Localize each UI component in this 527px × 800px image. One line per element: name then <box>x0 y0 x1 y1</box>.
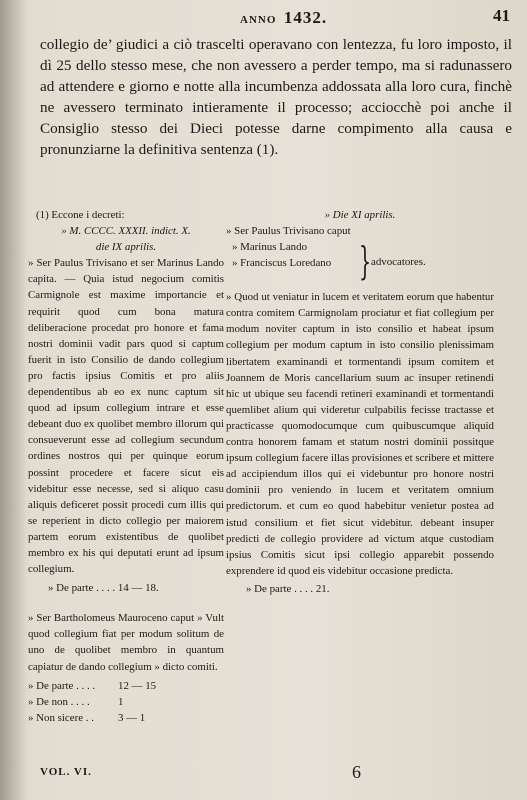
brace-label: advocatores. <box>371 256 426 269</box>
page-header <box>40 6 510 26</box>
main-text <box>40 34 512 160</box>
vote-row: » Non sicere . . 3 — 1 <box>28 711 146 724</box>
vote: » De parte . . . . 21. <box>246 582 330 595</box>
votes-2 <box>28 678 224 726</box>
volume-label: VOL. VI. <box>40 766 92 778</box>
advocatores-group <box>226 239 494 289</box>
decree-date-1: » M. CCCC. XXXII. indict. X. <box>61 225 191 238</box>
decree-2-text: » Ser Bartholomeus Mauroceno caput » Vult quod collegium fiat per modum solitum de uno de quolibet membro in quantum capiatur de dando collegium » dicto comiti. <box>28 612 224 673</box>
running-head: ANNO 1432. <box>240 8 328 27</box>
footnote-left-column <box>28 207 224 726</box>
note-intro: (1) Eccone i decreti: <box>36 209 125 221</box>
decree-text: » Quod ut veniatur in lucem et veritatem eorum que habentur contra comitem Carmignolam prociatur et fiat collegium per modum noviter captum in isto consilio et habeat ipsum collegium per modum captum in isto consilio plenissimam libertatem examinandi et tormentandi ipsum comitem et Joannem de Moris cancellarium suum ac insuper retinendi hic ut ubique seu facendi retineri examinandi et tormentandi quemlibet alium qui videretur culpabilis fecisse tractasse et practicasse quomodocumque cum quibuscumque aliquid contra honorem famam et statum nostri dominii possitque ipsum collegium facere illas provisiones et scribere et mittere ad accipiendum illos qui ei videbuntur pro honore nostri dominii pro veniendo in lucem et veritatem omnium predictorum. et cum eo quod habebitur venietur postea ad istud consilium et fiet sicut videbitur. debeant insuper predicti de collegio providere ad victum atque custodiam ipsius Comitis sicut ipsi collegio apparebit possendo exprendere id quod eis videbitur occasione predicta. <box>226 291 494 577</box>
main-paragraph: collegio de’ giudici a ciò trascelti operavano con lentezza, fu loro imposto, il dì 25 dello stesso mese, che non avessero a perder tempo, ma si radunassero ad attendere e giorno e notte alla incumbenza addossata alla loro cura, finchè ne avessero terminato intieramente il processo; acciocchè poi anche il Consiglio stesso dei Dieci potesse darne compimento alla causa e pronunziarne la definitiva sentenza (1). <box>40 36 512 158</box>
signature-mark: 6 <box>352 762 361 782</box>
page-number: 41 <box>493 6 510 25</box>
name-line: » Marinus Lando <box>232 241 308 254</box>
vote-row: » De non . . . . 1 <box>28 695 124 708</box>
decree-date-2: die IX aprilis. <box>95 241 157 254</box>
footnote-right-column <box>226 207 494 597</box>
name-line: » Franciscus Loredano <box>232 257 332 270</box>
caput-line: » Ser Paulus Trivisano caput <box>226 225 351 238</box>
vote-row: » De parte . . . . 12 — 15 <box>28 679 157 692</box>
decree-1-text: » Ser Paulus Trivisano et ser Marinus Lando capita. — Quia istud negocium comitis Carmignole est maxime importancie et requirit quod cum bona matura deliberacione procedat pro honore et fama nostri dominii vadit pars quod si captum fuerit in isto Consilio de dando collegium pro factis ipsius Comitis et pro aliis dependentibus ab eo ex nunc captum sit quod ad ipsum collegium intrare et esse debeant duo ex quolibet membro illorum qui consueverunt esse ad collegium secundum ordines nostros qui per quinque eorum possint procedere et facere sicut eis videbitur esse necesse, sed si aliquo casu aliquis deficeret possit procedi cum illis qui se reperient in dicto collegio per maiorem partem eorum existentibus de quolibet membro ex his qui deputati erunt ad ipsum collegium. <box>28 257 224 576</box>
binding-gutter <box>0 0 26 800</box>
brace-icon: } <box>359 239 372 284</box>
vote-1: » De parte . . . . 14 — 18. <box>48 582 159 595</box>
decree-date: » Die XI aprilis. <box>324 209 396 221</box>
year: 1432. <box>283 8 328 27</box>
